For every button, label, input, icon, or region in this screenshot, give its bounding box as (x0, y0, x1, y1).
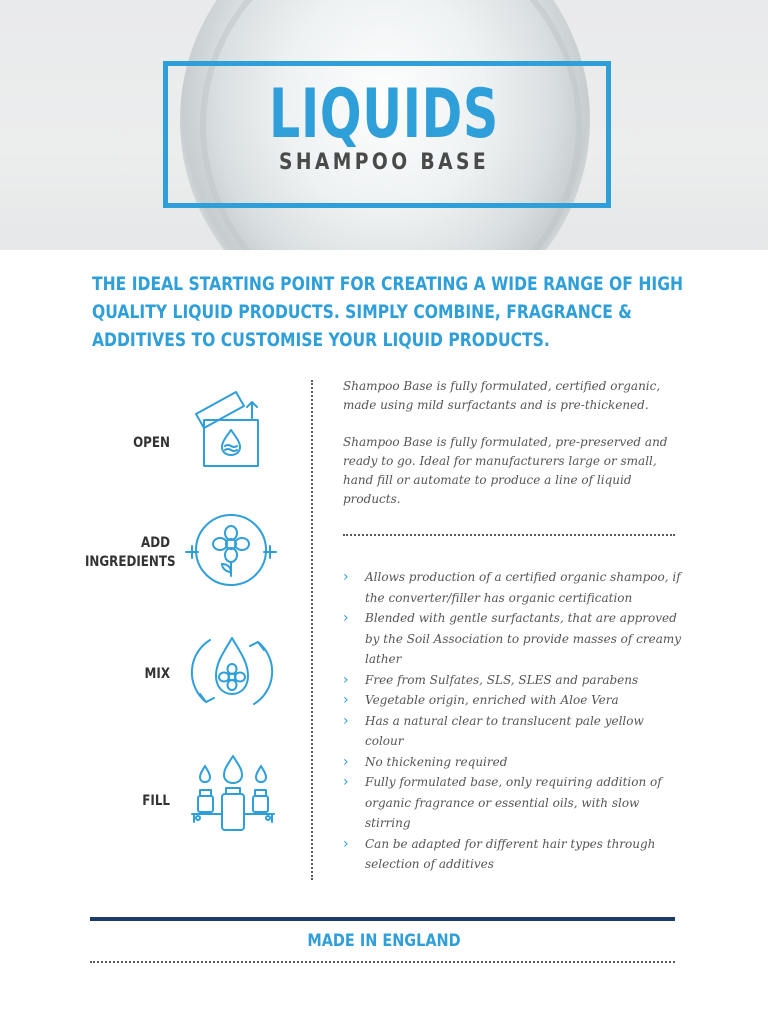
dotted-separator (343, 534, 675, 536)
chevron-right-icon: › (343, 835, 349, 852)
list-item: › Can be adapted for different hair types through selection of additives (343, 835, 656, 871)
chevron-right-icon: › (343, 671, 349, 688)
flower-ingredients-icon (184, 512, 278, 588)
hero-image (0, 0, 768, 250)
step-label-open: OPEN (133, 435, 170, 451)
list-item: › Allows production of a certified organic shampoo, if the converter/filler has organic certification (343, 569, 681, 605)
step-label-mix: MIX (144, 666, 170, 682)
intro-text: THE IDEAL STARTING POINT FOR CREATING A WIDE RANGE OF HIGH QUALITY LIQUID PRODUCTS. SIMPLY COMBINE, FRAGRANCE & ADDITIVES TO CUSTOMISE YOUR LIQUID PRODUCTS. (92, 273, 684, 351)
step-label-add: ADD (141, 535, 170, 551)
list-item: › Vegetable origin, enriched with Aloe Vera (343, 690, 683, 711)
list-item: › Blended with gentle surfactants, that are approved by the Soil Association to provide masses of creamy lather (343, 610, 682, 666)
step-label-add-ingredients (85, 534, 176, 572)
chevron-right-icon: › (343, 712, 349, 729)
chevron-right-icon: › (343, 753, 349, 770)
mix-drop-icon (188, 632, 276, 712)
footer-rule (90, 917, 675, 921)
list-item: › Has a natural clear to translucent pale yellow colour (343, 712, 644, 748)
list-item: › Fully formulated base, only requiring addition of organic fragrance or essential oils, with slow stirring (343, 774, 662, 830)
chevron-right-icon: › (343, 692, 349, 708)
step-label-ingredients: INGREDIENTS (85, 554, 176, 570)
chevron-right-icon: › (343, 774, 349, 790)
vertical-dotted-divider (311, 380, 313, 880)
open-tub-icon (190, 390, 270, 470)
list-item: › No thickening required (343, 752, 683, 773)
chevron-right-icon: › (343, 610, 349, 626)
list-item: › Free from Sulfates, SLS, SLES and parabens (343, 670, 683, 691)
description-paragraph-2: Shampoo Base is fully formulated, pre-preserved and ready to go. Ideal for manufacturers large or small, hand fill or automate to produce a line of liquid products. (343, 435, 668, 506)
description-paragraph-1: Shampoo Base is fully formulated, certified organic, made using mild surfactants and is pre-thickened. (343, 379, 661, 412)
footer-made-in-england: MADE IN ENGLAND (307, 931, 461, 951)
feature-list (343, 567, 683, 875)
page-subtitle: SHAMPOO BASE (279, 150, 489, 175)
fill-bottles-icon (186, 754, 280, 834)
footer-dotted-rule (90, 961, 675, 963)
chevron-right-icon: › (343, 569, 349, 585)
page-title: LIQUIDS (269, 75, 499, 154)
step-label-fill: FILL (142, 793, 170, 809)
